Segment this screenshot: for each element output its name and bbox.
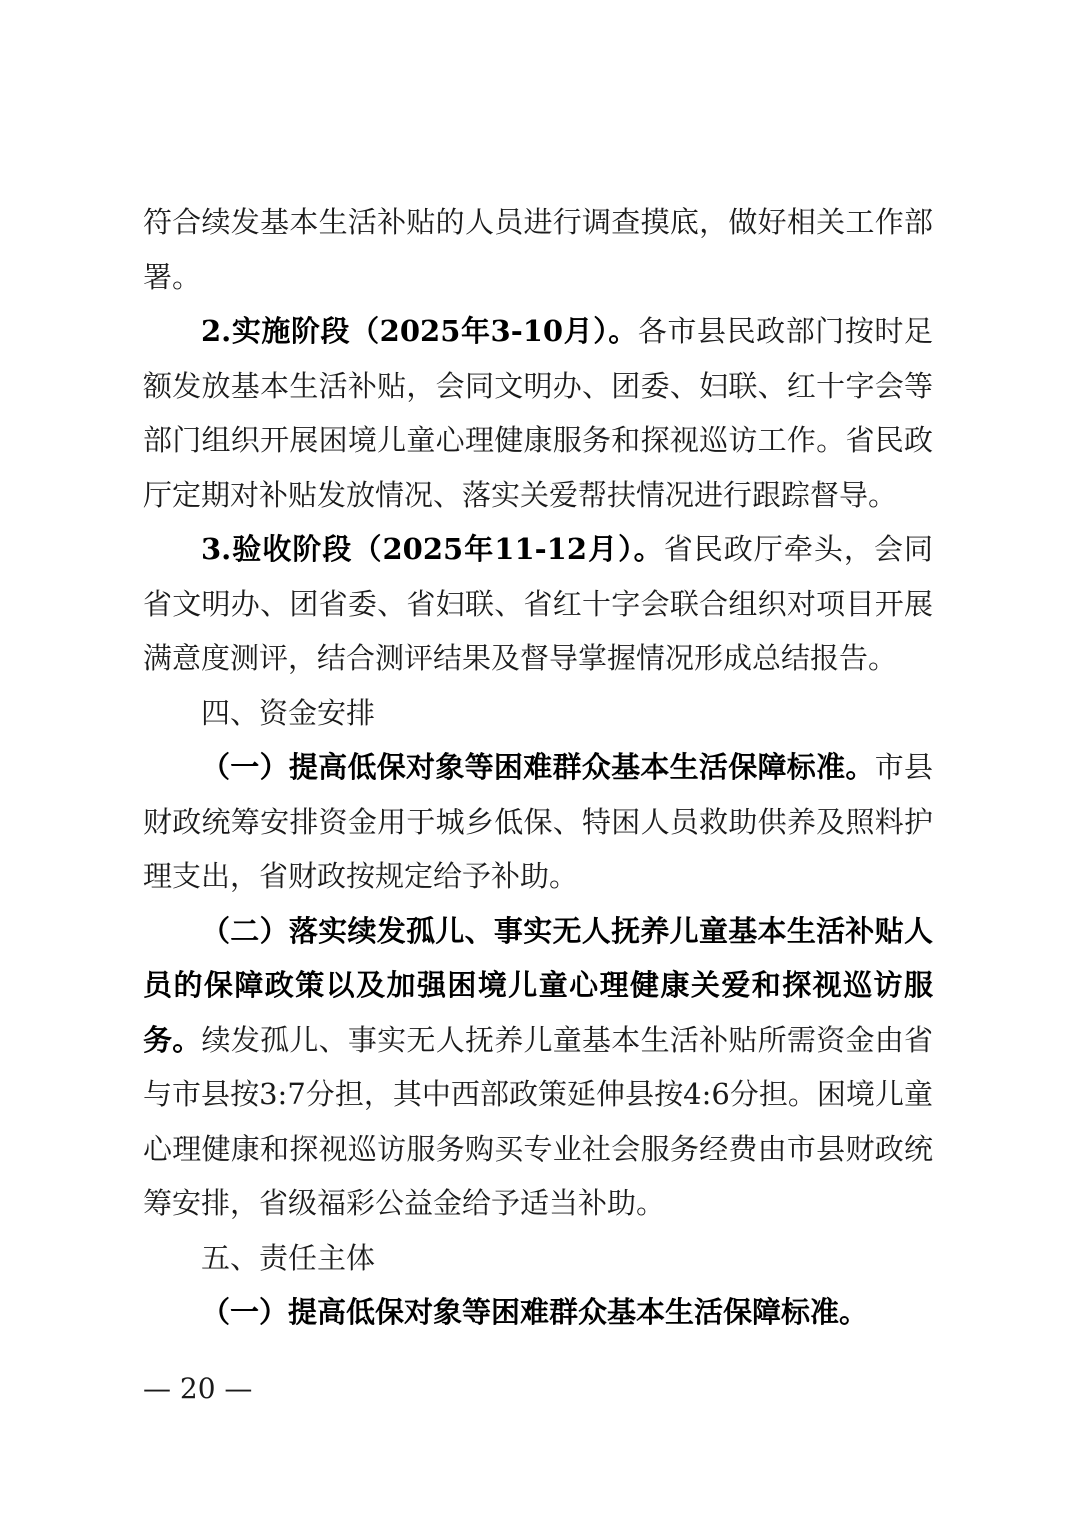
paragraph-responsibility-item-1 xyxy=(143,1285,933,1340)
paragraph-continuation xyxy=(143,195,933,304)
paragraph-implementation-stage xyxy=(143,304,933,522)
paragraph-heading: 3.验收阶段（2025年11-12月）。 xyxy=(201,532,664,566)
section-heading-text: 四、资金安排 xyxy=(201,695,376,730)
paragraph-acceptance-stage xyxy=(143,522,933,686)
paragraph-heading: （一）提高低保对象等困难群众基本生活保障标准。 xyxy=(201,750,875,784)
paragraph-heading: （一）提高低保对象等困难群众基本生活保障标准。 xyxy=(201,1295,869,1329)
paragraph-funding-item-1 xyxy=(143,740,933,904)
paragraph-text: 省民政厅牵头，会同省文明办、团省委、省妇联、省红十字会联合组织对项目开展满意度测评，结合测评结果及督导掌握情况形成总结报告。 xyxy=(143,532,933,675)
paragraph-heading: 2.实施阶段（2025年3-10月）。 xyxy=(201,314,638,348)
paragraph-funding-item-2 xyxy=(143,904,933,1231)
paragraph-heading: （二）落实续发孤儿、事实无人抚养儿童基本生活补贴人员的保障政策以及加强困境儿童心理健康关爱和探视巡访服务。 xyxy=(143,913,933,1057)
paragraph-text: 市县财政统筹安排资金用于城乡低保、特困人员救助供养及照料护理支出，省财政按规定给予补助。 xyxy=(143,750,933,893)
paragraph-text: 续发孤儿、事实无人抚养儿童基本生活补贴所需资金由省与市县按3:7分担，其中西部政策延伸县按4:6分担。困境儿童心理健康和探视巡访服务购买专业社会服务经费由市县财政统筹安排，省级福彩公益金给予适当补助。 xyxy=(143,1022,933,1220)
document-body xyxy=(143,195,933,1340)
section-heading-funding xyxy=(143,686,933,741)
section-heading-text: 五、责任主体 xyxy=(201,1240,376,1275)
paragraph-text: 各市县民政部门按时足额发放基本生活补贴，会同文明办、团委、妇联、红十字会等部门组织开展困境儿童心理健康服务和探视巡访工作。省民政厅定期对补贴发放情况、落实关爱帮扶情况进行跟踪督导。 xyxy=(143,314,933,512)
paragraph-text: 符合续发基本生活补贴的人员进行调查摸底，做好相关工作部署。 xyxy=(143,205,933,294)
page-number: — 20 — xyxy=(143,1372,253,1405)
section-heading-responsibility xyxy=(143,1231,933,1286)
